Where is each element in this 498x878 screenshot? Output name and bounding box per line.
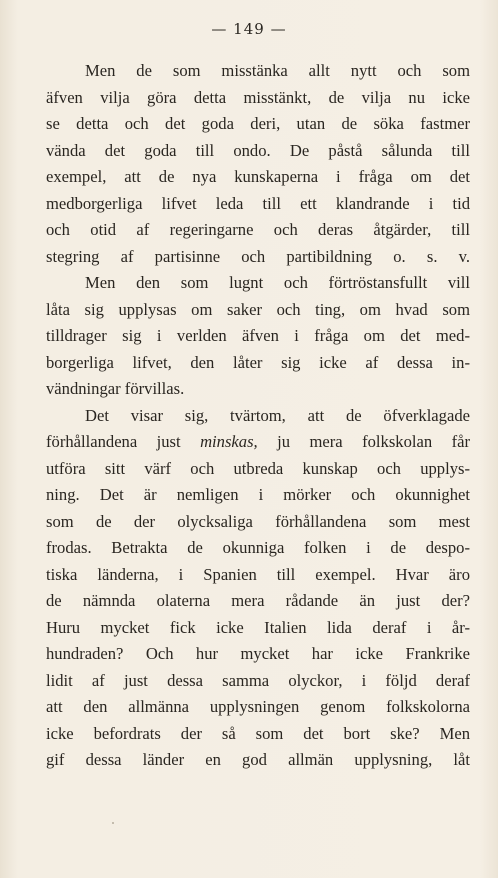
text-line: Det visar sig, tvärtom, att de öfverklagade (85, 405, 470, 425)
text-line: icke befordrats der så som det bort ske? Men (46, 723, 470, 743)
text-line: att den allmänna upplysningen genom folkskolorna (46, 697, 470, 716)
text-line: medborgerliga lifvet leda till ett klandrande i tid (46, 193, 470, 213)
text-line: Huru mycket fick icke Italien lida deraf i år- (46, 617, 470, 637)
text-line: frodas. Betrakta de okunniga folken i de despo- (46, 538, 470, 557)
page-number: — 149 — (211, 20, 287, 38)
text-line: Men den som lugnt och förtröstansfullt vill (85, 273, 470, 292)
text-line: utföra sitt värf och utbreda kunskap och upplys- (46, 458, 470, 478)
text-line: vändningar förvillas. (46, 379, 185, 398)
text-line: ning. Det är nemligen i mörker och okunnighet (46, 485, 470, 504)
text-line: borgerliga lifvet, den låter sig icke af dessa in- (46, 352, 470, 372)
text-line: stegring af partisinne och partibildning o. s. v. (46, 246, 470, 266)
text-line: de nämnda olaterna mera rådande än just der? (46, 591, 470, 610)
text-line: lidit af just dessa samma olyckor, i följd deraf (46, 670, 470, 690)
text-line: hundraden? Och hur mycket har icke Frankrike (46, 644, 470, 663)
text-line: låta sig upplysas om saker och ting, om hvad som (46, 299, 470, 319)
emphasized-word: minskas, (200, 432, 258, 451)
text-line: gif dessa länder en god allmän upplysning, låt (46, 750, 470, 769)
text-line: se detta och det goda deri, utan de söka fastmer (46, 114, 470, 133)
text-line: tilldrager sig i verlden äfven i fråga om det med- (46, 326, 470, 345)
text-line: som de der olycksaliga förhållandena som mest (46, 511, 470, 531)
text-segment: ju mera folkskolan får (257, 432, 470, 451)
text-line-with-emphasis (46, 429, 470, 456)
text-line: Men de som misstänka allt nytt och som (85, 61, 470, 80)
text-line: äfven vilja göra detta misstänkt, de vilja nu icke (46, 87, 470, 107)
text-line: vända det goda till ondo. De påstå sålunda till (46, 140, 470, 160)
text-segment: förhållandena just (46, 432, 201, 451)
text-line: tiska länderna, i Spanien till exempel. Hvar äro (46, 564, 470, 584)
body-text (46, 58, 470, 774)
text-line: och otid af regeringarne och deras åtgärder, till (46, 220, 470, 239)
text-line: exempel, att de nya kunskaperna i fråga om det (46, 167, 470, 186)
paper-speck (112, 822, 114, 824)
